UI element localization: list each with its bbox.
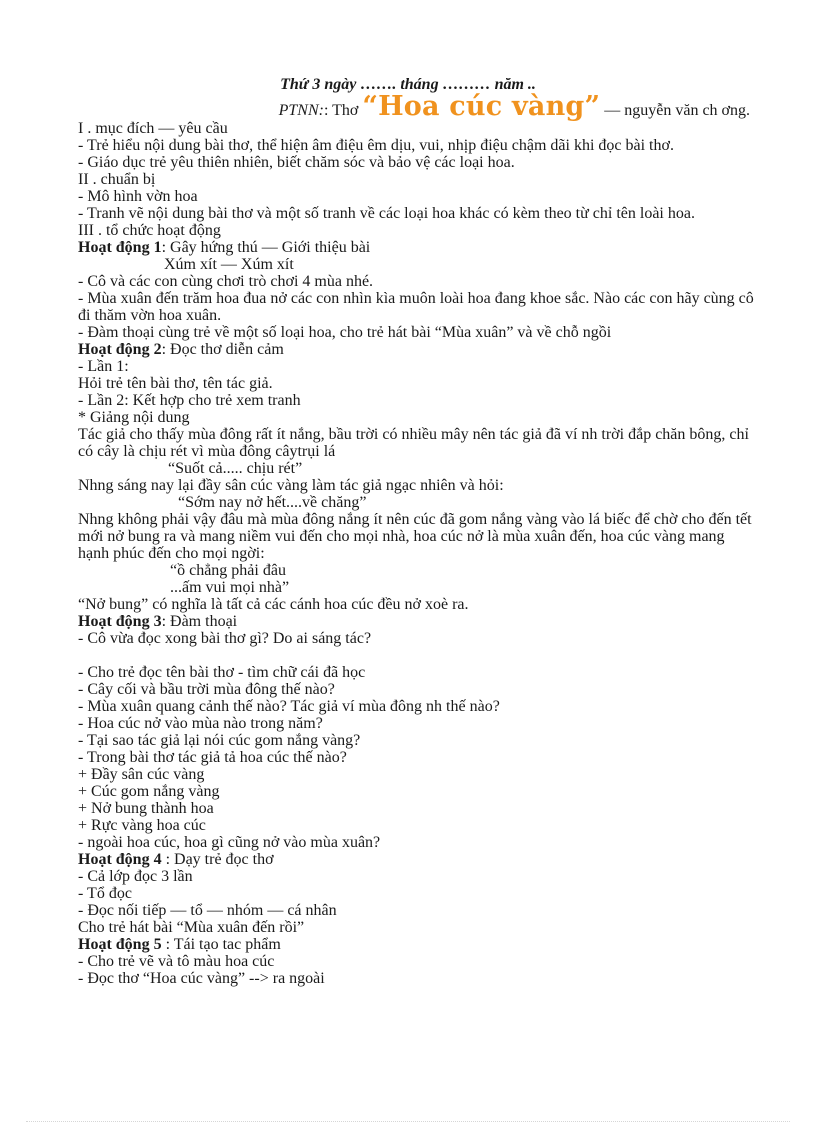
activity-3-title: : Đàm thoại xyxy=(161,613,238,630)
activity-3-question-6: - Tại sao tác giả lại nói cúc gom nắng vàng? xyxy=(78,732,361,749)
activity-2-line-4: * Giảng nội dung xyxy=(78,409,190,426)
activity-1-heading xyxy=(78,239,758,256)
section-purpose-title: I . mục đích — yêu cầu xyxy=(78,120,228,137)
activity-3-answer-1: + Đầy sân cúc vàng xyxy=(78,766,205,783)
activity-2-quote-2: “Sớm nay nở hết....về chăng” xyxy=(178,494,367,511)
activity-2-line-2: Hỏi trẻ tên bài thơ, tên tác giả. xyxy=(78,375,273,392)
activity-2-paragraph-4: “Nở bung” có nghĩa là tất cả các cánh hoa cúc đều nở xoè ra. xyxy=(78,596,469,613)
lesson-body xyxy=(78,120,758,987)
date-line: Thứ 3 ngày ……. tháng ……… năm .. xyxy=(280,76,536,93)
section-organization-title: III . tổ chức hoạt động xyxy=(78,222,221,239)
blank-line xyxy=(78,647,758,664)
ptnn-label: PTNN: xyxy=(278,102,324,119)
activity-3-answer-4: + Rực vàng hoa cúc xyxy=(78,817,206,834)
activity-5-line-1: - Cho trẻ vẽ và tô màu hoa cúc xyxy=(78,953,275,970)
activity-5-title: : Tái tạo tac phẩm xyxy=(161,936,281,953)
activity-3-question-7: - Trong bài thơ tác giả tả hoa cúc thế nào? xyxy=(78,749,347,766)
activity-2-paragraph-1: Tác giả cho thấy mùa đông rất ít nắng, bầu trời có nhiều mây nên tác giả đã ví nh trời đắp chăn bông, chỉ có cây là chịu rét vì mùa đông câytrụi lá xyxy=(78,426,749,460)
activity-5-line-2: - Đọc thơ “Hoa cúc vàng” --> ra ngoài xyxy=(78,970,325,987)
activity-3-answer-3: + Nở bung thành hoa xyxy=(78,800,214,817)
activity-5-heading xyxy=(78,936,758,953)
activity-3-question-1: - Cô vừa đọc xong bài thơ gì? Do ai sáng tác? xyxy=(78,630,372,647)
page-bottom-rule xyxy=(26,1121,790,1122)
purpose-item-1: - Trẻ hiểu nội dung bài thơ, thể hiện âm điệu êm dịu, vui, nhịp điệu chậm dãi khi đọc bài thơ. xyxy=(78,137,674,154)
activity-1-title: : Gây hứng thú — Giới thiệu bài xyxy=(161,239,371,256)
activity-2-quote-1: “Suốt cả..... chịu rét” xyxy=(168,460,303,477)
activity-1-line-1: - Cô và các con cùng chơi trò chơi 4 mùa nhé. xyxy=(78,273,374,290)
activity-4-heading xyxy=(78,851,758,868)
prep-item-2: - Tranh vẽ nội dung bài thơ và một số tranh về các loại hoa khác có kèm theo từ chỉ tên loài hoa. xyxy=(78,205,695,222)
activity-4-line-3: - Đọc nối tiếp — tổ — nhóm — cá nhân xyxy=(78,902,337,919)
activity-3-label: Hoạt động 3 xyxy=(78,613,162,630)
activity-2-line-3: - Lần 2: Kết hợp cho trẻ xem tranh xyxy=(78,392,301,409)
activity-3-question-3: - Cây cối và bầu trời mùa đông thế nào? xyxy=(78,681,335,698)
activity-2-title: : Đọc thơ diễn cảm xyxy=(161,341,284,358)
activity-3-heading xyxy=(78,613,758,630)
prep-item-1: - Mô hình vờn hoa xyxy=(78,188,198,205)
activity-2-quote-3b: ...ấm vui mọi nhà” xyxy=(170,579,290,596)
activity-1-line-2: - Mùa xuân đến trăm hoa đua nở các con nhìn kìa muôn loài hoa đang khoe sắc. Nào các con hãy cùng cô đi thăm vờn hoa xuân. xyxy=(78,290,754,324)
activity-3-question-5: - Hoa cúc nở vào mùa nào trong năm? xyxy=(78,715,323,732)
activity-4-title: : Dạy trẻ đọc thơ xyxy=(161,851,274,868)
activity-4-line-2: - Tổ đọc xyxy=(78,885,132,902)
activity-2-paragraph-3: Nhng không phải vậy đâu mà mùa đông nắng ít nên cúc đã gom nắng vàng vào lá biếc để chờ cho đến tết mới nở bung ra và mang niềm vui đến cho mọi nhà, hoa cúc nở là mùa xuân đến, hoa cúc vàng mang hạnh phúc đến cho mọi ngời: xyxy=(78,511,752,562)
activity-2-heading xyxy=(78,341,758,358)
activity-2-line-1: - Lần 1: xyxy=(78,358,129,375)
activity-3-question-8: - ngoài hoa cúc, hoa gì cũng nở vào mùa xuân? xyxy=(78,834,381,851)
activity-3-question-2: - Cho trẻ đọc tên bài thơ - tìm chữ cái đã học xyxy=(78,664,366,681)
activity-3-answer-2: + Cúc gom nắng vàng xyxy=(78,783,220,800)
activity-1-label: Hoạt động 1 xyxy=(78,239,162,256)
activity-1-game: Xúm xít — Xúm xít xyxy=(164,256,294,273)
activity-2-quote-3a: “ồ chẳng phải đâu xyxy=(170,562,286,579)
activity-5-label: Hoạt động 5 xyxy=(78,936,162,953)
author-name: — nguyễn văn ch ơng. xyxy=(600,102,750,119)
activity-4-line-1: - Cả lớp đọc 3 lần xyxy=(78,868,193,885)
section-prep-title: II . chuẩn bị xyxy=(78,171,156,188)
activity-3-question-4: - Mùa xuân quang cảnh thế nào? Tác giả ví mùa đông nh thế nào? xyxy=(78,698,500,715)
activity-4-line-4: Cho trẻ hát bài “Mùa xuân đến rồi” xyxy=(78,919,305,936)
activity-1-line-3: - Đàm thoại cùng trẻ về một số loại hoa, cho trẻ hát bài “Mùa xuân” và về chỗ ngồi xyxy=(78,324,612,341)
purpose-item-2: - Giáo dục trẻ yêu thiên nhiên, biết chăm sóc và bảo vệ các loại hoa. xyxy=(78,154,515,171)
topic-prefix: : Thơ xyxy=(323,102,359,119)
activity-2-label: Hoạt động 2 xyxy=(78,341,162,358)
activity-4-label: Hoạt động 4 xyxy=(78,851,162,868)
poem-title: “Hoa cúc vàng” xyxy=(362,91,601,122)
activity-2-paragraph-2: Nhng sáng nay lại đầy sân cúc vàng làm tác giả ngạc nhiên và hỏi: xyxy=(78,477,504,494)
